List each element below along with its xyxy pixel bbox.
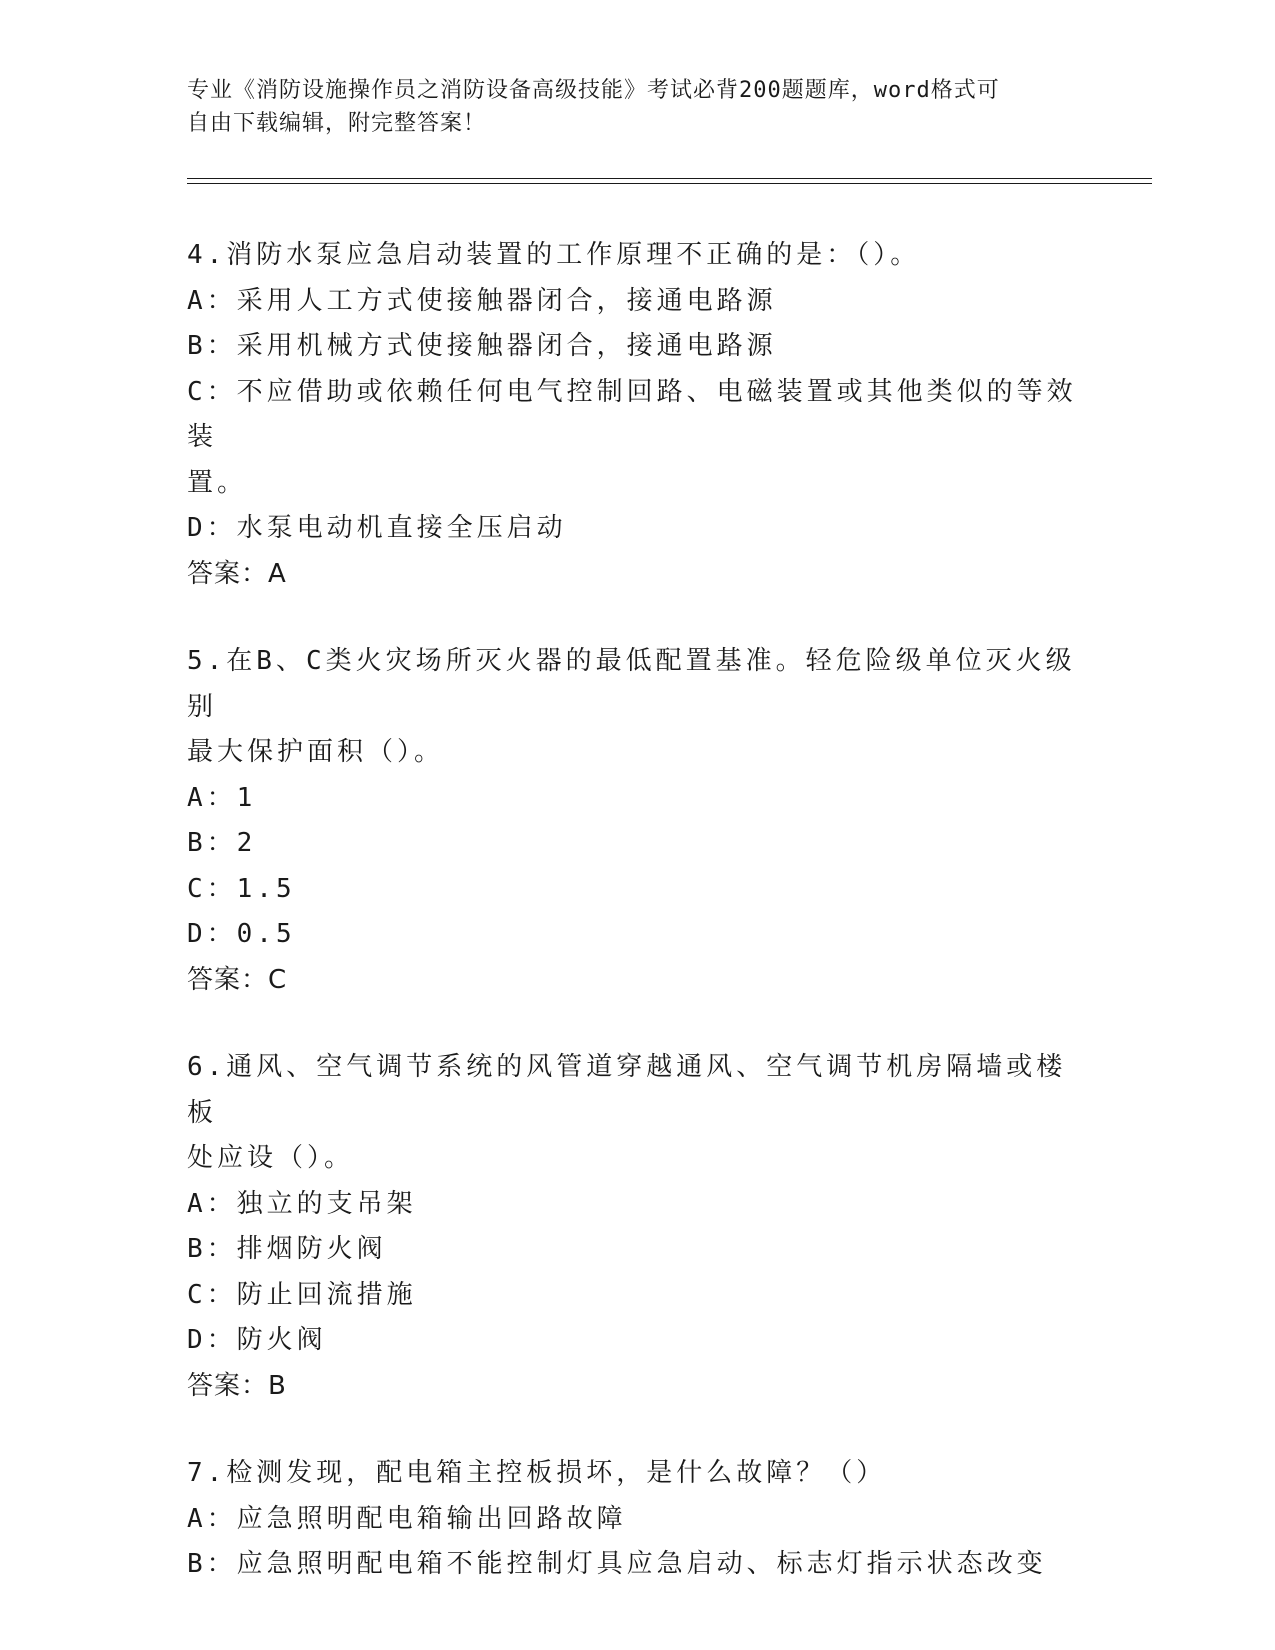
question-7 bbox=[187, 1451, 1087, 1588]
header-line-2: 自由下载编辑，附完整答案！ bbox=[187, 111, 487, 136]
option-a: A：应急照明配电箱输出回路故障 bbox=[187, 1503, 627, 1534]
option-a: A：采用人工方式使接触器闭合，接通电路源 bbox=[187, 285, 777, 316]
question-stem-continued: 处应设（）。 bbox=[187, 1143, 355, 1173]
option-c: C：1.5 bbox=[187, 873, 296, 904]
header-rule-top bbox=[187, 178, 1152, 179]
option-b: B：采用机械方式使接触器闭合，接通电路源 bbox=[187, 331, 777, 361]
answer-line: 答案：C bbox=[187, 964, 288, 995]
option-d: D：0.5 bbox=[187, 919, 296, 949]
option-a: A：1 bbox=[187, 782, 257, 813]
question-stem: 4.消防水泵应急启动装置的工作原理不正确的是：（）。 bbox=[187, 240, 921, 270]
option-d: D：防火阀 bbox=[187, 1325, 327, 1355]
option-c-continued: 置。 bbox=[187, 467, 248, 498]
option-b: B：应急照明配电箱不能控制灯具应急启动、标志灯指示状态改变 bbox=[187, 1549, 1047, 1579]
document-header bbox=[187, 74, 1067, 140]
question-stem: 7.检测发现，配电箱主控板损坏，是什么故障？（） bbox=[187, 1458, 887, 1488]
question-4 bbox=[187, 233, 1087, 597]
question-stem-continued: 最大保护面积（）。 bbox=[187, 737, 445, 767]
question-list bbox=[187, 233, 1087, 1630]
option-c: C：防止回流措施 bbox=[187, 1279, 417, 1310]
header-line-1: 专业《消防设施操作员之消防设备高级技能》考试必背200题题库，word格式可 bbox=[187, 78, 1000, 103]
header-rule-bottom bbox=[187, 183, 1152, 184]
option-c: C：不应借助或依赖任何电气控制回路、电磁装置或其他类似的等效装 bbox=[187, 376, 1077, 452]
option-a: A：独立的支吊架 bbox=[187, 1188, 417, 1219]
option-b: B：排烟防火阀 bbox=[187, 1234, 387, 1264]
question-5 bbox=[187, 639, 1087, 1003]
option-d: D：水泵电动机直接全压启动 bbox=[187, 513, 567, 543]
question-6 bbox=[187, 1045, 1087, 1409]
answer-line: 答案：B bbox=[187, 1370, 287, 1401]
question-stem: 5.在B、C类火灾场所灭火器的最低配置基准。轻危险级单位灭火级别 bbox=[187, 646, 1076, 722]
option-b: B：2 bbox=[187, 828, 257, 858]
question-stem: 6.通风、空气调节系统的风管道穿越通风、空气调节机房隔墙或楼板 bbox=[187, 1052, 1067, 1128]
answer-line: 答案：A bbox=[187, 558, 287, 589]
